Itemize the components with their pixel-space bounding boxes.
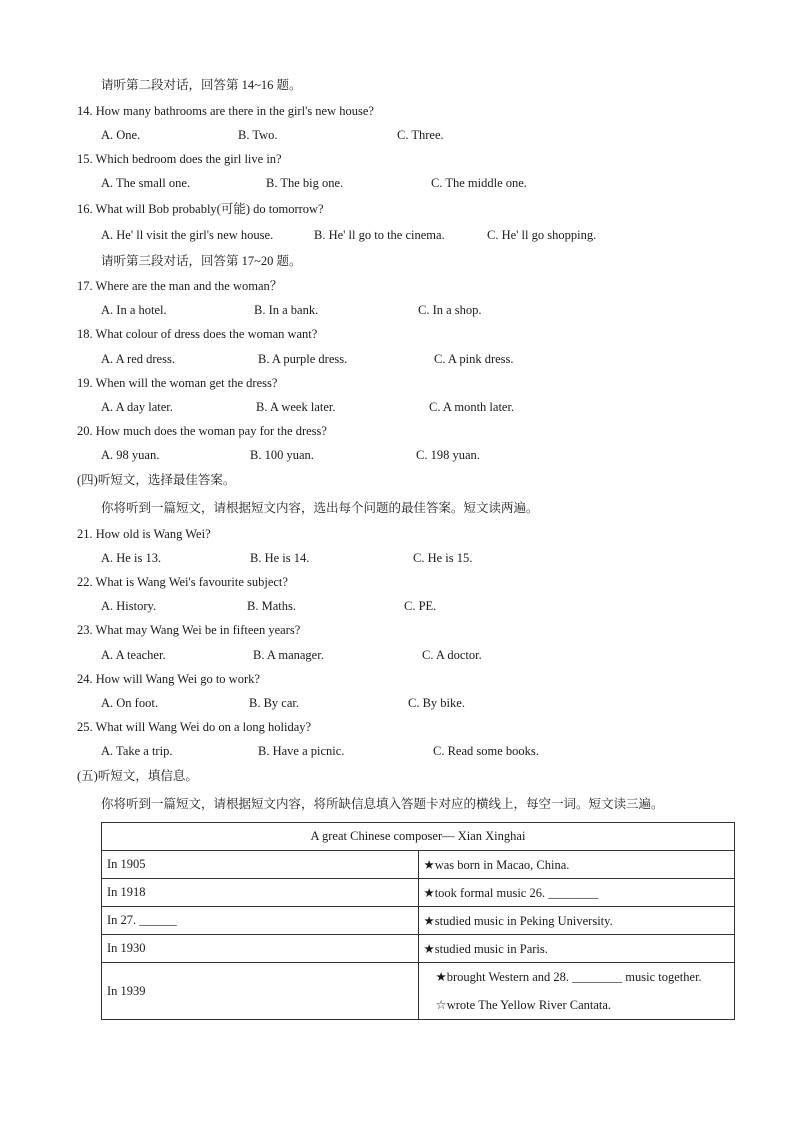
question-17: 17. Where are the man and the woman？	[77, 279, 283, 293]
q21-option-c: C. He is 15.	[413, 551, 473, 565]
section-5-instruction: 你将听到一篇短文，请根据短文内容，将所缺信息填入答题卡对应的横线上，每空一词。短文读三遍。	[101, 797, 664, 811]
q21-option-a: A. He is 13.	[101, 551, 162, 565]
section-4-heading: (四)听短文，选择最佳答案。	[77, 473, 236, 487]
q20-option-c: C. 198 yuan.	[416, 448, 480, 462]
q20-option-b: B. 100 yuan.	[250, 448, 314, 462]
table-year-cell: In 1939	[102, 963, 419, 1020]
q16-option-c: C. He' ll go shopping.	[487, 228, 597, 242]
q17-option-a: A. In a hotel.	[101, 303, 167, 317]
dialog-2-instruction: 请听第二段对话，回答第 14~16 题。	[101, 78, 302, 92]
section-4-instruction: 你将听到一篇短文，请根据短文内容，选出每个问题的最佳答案。短文读两遍。	[101, 501, 539, 515]
question-20: 20. How much does the woman pay for the dress?	[77, 424, 327, 438]
table-event-cell: ★studied music in Paris.	[418, 935, 735, 963]
q24-option-c: C. By bike.	[408, 696, 465, 710]
question-21: 21. How old is Wang Wei?	[77, 527, 211, 541]
q14-option-a: A. One.	[101, 128, 141, 142]
q21-option-b: B. He is 14.	[250, 551, 310, 565]
q18-option-a: A. A red dress.	[101, 352, 175, 366]
table-title-row	[102, 823, 735, 851]
q15-option-c: C. The middle one.	[431, 176, 527, 190]
table-row	[102, 851, 735, 879]
q14-option-b: B. Two.	[238, 128, 278, 142]
q14-option-c: C. Three.	[397, 128, 444, 142]
q19-option-c: C. A month later.	[429, 400, 515, 414]
table-year-cell: In 1930	[102, 935, 419, 963]
table-event-cell: ★took formal music 26. ________	[418, 879, 735, 907]
question-23: 23. What may Wang Wei be in fifteen years?	[77, 623, 301, 637]
question-15: 15. Which bedroom does the girl live in?	[77, 152, 282, 166]
q24-option-b: B. By car.	[249, 696, 299, 710]
question-16: 16. What will Bob probably(可能) do tomorrow?	[77, 202, 324, 216]
section-5-heading: (五)听短文，填信息。	[77, 769, 198, 783]
table-event-line: ★brought Western and 28. ________ music together.	[435, 970, 702, 984]
table-title: A great Chinese composer— Xian Xinghai	[102, 823, 735, 851]
question-14: 14. How many bathrooms are there in the girl's new house?	[77, 104, 374, 118]
question-24: 24. How will Wang Wei go to work?	[77, 672, 260, 686]
table-event-cell: ★studied music in Peking University.	[418, 907, 735, 935]
q19-option-b: B. A week later.	[256, 400, 336, 414]
q25-option-b: B. Have a picnic.	[258, 744, 345, 758]
question-18: 18. What colour of dress does the woman want?	[77, 327, 318, 341]
q15-option-b: B. The big one.	[266, 176, 344, 190]
table-year-cell: In 1905	[102, 851, 419, 879]
q23-option-c: C. A doctor.	[422, 648, 482, 662]
info-table	[101, 822, 735, 1020]
q25-option-c: C. Read some books.	[433, 744, 539, 758]
table-row	[102, 907, 735, 935]
q23-option-b: B. A manager.	[253, 648, 324, 662]
q18-option-c: C. A pink dress.	[434, 352, 514, 366]
q22-option-c: C. PE.	[404, 599, 437, 613]
question-19: 19. When will the woman get the dress?	[77, 376, 278, 390]
table-event-line: ☆wrote The Yellow River Cantata.	[435, 998, 612, 1012]
q19-option-a: A. A day later.	[101, 400, 173, 414]
table-row	[102, 879, 735, 907]
q16-option-a: A. He' ll visit the girl's new house.	[101, 228, 274, 242]
question-25: 25. What will Wang Wei do on a long holiday?	[77, 720, 312, 734]
q16-option-b: B. He' ll go to the cinema.	[314, 228, 445, 242]
dialog-3-instruction: 请听第三段对话，回答第 17~20 题。	[101, 254, 302, 268]
table-year-cell: In 1918	[102, 879, 419, 907]
q17-option-c: C. In a shop.	[418, 303, 482, 317]
q15-option-a: A. The small one.	[101, 176, 190, 190]
table-year-cell: In 27. ______	[102, 907, 419, 935]
question-22: 22. What is Wang Wei's favourite subject?	[77, 575, 288, 589]
q22-option-b: B. Maths.	[247, 599, 296, 613]
q18-option-b: B. A purple dress.	[258, 352, 348, 366]
q24-option-a: A. On foot.	[101, 696, 158, 710]
q22-option-a: A. History.	[101, 599, 157, 613]
q23-option-a: A. A teacher.	[101, 648, 166, 662]
table-event-cell	[418, 963, 735, 1020]
q25-option-a: A. Take a trip.	[101, 744, 173, 758]
table-row	[102, 935, 735, 963]
table-row	[102, 963, 735, 1020]
table-event-cell: ★was born in Macao, China.	[418, 851, 735, 879]
q17-option-b: B. In a bank.	[254, 303, 319, 317]
q20-option-a: A. 98 yuan.	[101, 448, 160, 462]
